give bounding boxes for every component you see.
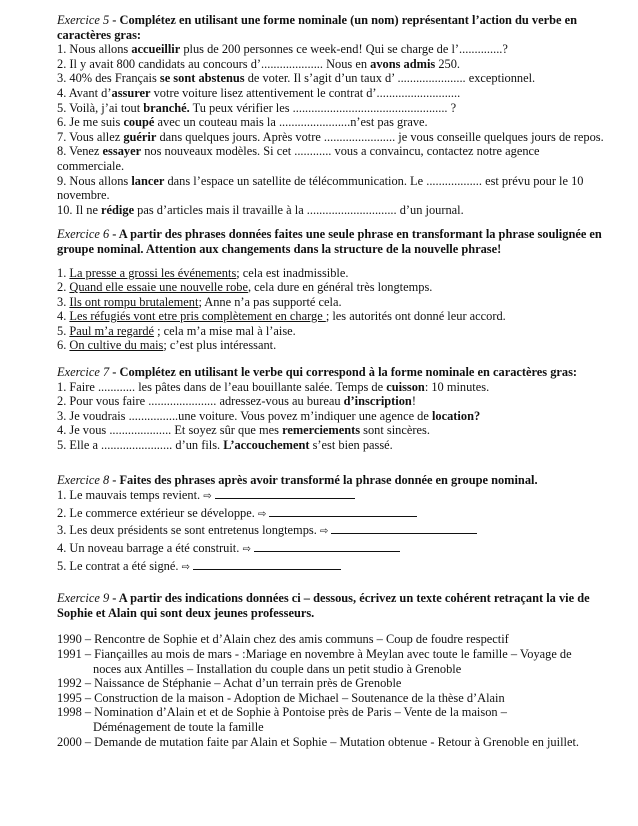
item-text: : 10 minutes.	[424, 379, 490, 394]
arrow-right-icon: ⇨	[242, 544, 251, 555]
item-text: 2. Pour vous faire ...................... adressez-vous au bureau	[57, 394, 344, 409]
item-text: 10. Il ne	[57, 202, 102, 217]
item-text: 9. Nous allons	[57, 173, 132, 188]
exercise-5-item-7	[57, 130, 608, 145]
item-text: dans l’espace un satellite de télécommunication. Le .................. est prévu pour le 10 novembre.	[57, 173, 584, 203]
exercise-8-item-2	[57, 505, 608, 523]
item-text: 2. Il y avait 800 candidats au concours d’.................... Nous en	[57, 56, 371, 71]
item-bold-noun: cuisson	[386, 379, 425, 394]
exercise-5-item-9	[57, 174, 608, 203]
item-text: 1. Le mauvais temps revient.	[57, 488, 204, 503]
item-bold-noun: location?	[431, 408, 481, 423]
item-text: 6. Je me suis	[57, 115, 124, 130]
exercise-5-title: Exercice 5	[57, 13, 110, 27]
answer-line[interactable]	[254, 540, 400, 552]
item-number: 6.	[57, 338, 70, 353]
item-number: 2.	[57, 280, 70, 295]
item-text: ; les autorités ont donné leur accord.	[325, 309, 506, 324]
item-text: 5. Voilà, j’ai tout	[57, 100, 144, 115]
exercise-5-item-8	[57, 144, 608, 173]
item-bold-noun: L’accouchement	[223, 438, 310, 453]
item-bold-verb: lancer	[131, 173, 165, 188]
exercise-9-timeline	[57, 632, 608, 749]
item-text: ; cela est inadmissible.	[236, 265, 349, 280]
exercise-7-item-4	[57, 423, 608, 438]
exercise-5-item-2	[57, 57, 608, 72]
item-text: ; cela m’a mise mal à l’aise.	[154, 323, 296, 338]
item-text: 5. Elle a ....................... d’un fils.	[57, 438, 224, 453]
exercise-9-heading	[57, 591, 608, 620]
item-text: nos nouveaux modèles. Si cet ............ vous a convaincu, contactez notre agence commerciale.	[57, 144, 540, 173]
spacer	[57, 453, 608, 473]
exercise-6	[57, 227, 608, 353]
exercise-7-item-3	[57, 409, 608, 424]
exercise-6-item-5	[57, 324, 608, 339]
arrow-right-icon: ⇨	[181, 561, 190, 573]
item-text: pas d’articles mais il travaille à la ............................. d’un journal.	[134, 202, 464, 217]
exercise-5	[57, 13, 608, 217]
exercise-5-items	[57, 42, 608, 217]
spacer	[57, 575, 608, 591]
exercise-8-items	[57, 487, 608, 575]
item-text: votre voiture lisez attentivement le contrat d’...........................	[150, 85, 461, 100]
timeline-entry-1990: 1990 – Rencontre de Sophie et d’Alain chez des amis communs – Coup de foudre respectif	[57, 632, 509, 647]
exercise-8-item-4	[57, 540, 608, 558]
timeline-entry-2000: 2000 – Demande de mutation faite par Alain et Sophie – Mutation obtenue - Retour à Grenoble en juillet.	[57, 734, 579, 749]
exercise-7-heading	[57, 365, 608, 380]
exercise-7	[57, 365, 608, 453]
item-bold-verb: rédige	[101, 202, 135, 217]
exercise-8-item-3	[57, 522, 608, 540]
item-text: 7. Vous allez	[57, 129, 124, 144]
exercise-6-instruction: - A partir des phrases données faites une seule phrase en transformant la phrase soulignée en groupe nominal. Attention aux changements dans la structure de la nouvelle phrase!	[57, 227, 602, 256]
exercise-7-item-5	[57, 438, 608, 453]
answer-line[interactable]	[193, 558, 341, 570]
exercise-5-item-4	[57, 86, 608, 101]
exercise-9-instruction: - A partir des indications données ci – dessous, écrivez un texte cohérent retraçant la vie de Sophie et Alain qui sont deux jeunes professeurs.	[57, 591, 590, 620]
spacer	[57, 217, 608, 227]
exercise-5-item-10	[57, 203, 608, 218]
exercise-7-instruction: - Complétez en utilisant le verbe qui correspond à la forme nominale en caractères gras:	[109, 365, 578, 380]
item-text: Tu peux vérifier les .................................................. ?	[189, 100, 457, 115]
timeline-entry-1998: 1998 – Nomination d’Alain et et de Sophie à Pontoise près de Paris – Vente de la maison –	[57, 705, 507, 720]
item-text: de voter. Il s’agit d’un taux d’ ...................... exceptionnel.	[244, 71, 536, 86]
exercise-6-heading	[57, 227, 608, 256]
item-text: 3. Je voudrais ................une voiture. Vous povez m’indiquer une agence de	[57, 408, 432, 423]
item-bold-verb: essayer	[102, 144, 142, 159]
exercise-8-item-5	[57, 558, 608, 576]
item-text: 1. Faire ............ les pâtes dans de l’eau bouillante salée. Temps de	[57, 379, 387, 394]
item-text: 5. Le contrat a été signé.	[57, 558, 182, 573]
exercise-6-items	[57, 266, 608, 354]
underlined-phrase: Les réfugiés vont etre pris complètement en charge	[69, 309, 326, 324]
arrow-right-icon: ⇨	[257, 508, 267, 520]
underlined-phrase: Quand elle essaie une nouvelle robe	[69, 280, 248, 295]
item-bold-verb: coupé	[123, 115, 155, 130]
exercise-6-item-1	[57, 266, 608, 281]
item-bold-verb: branché.	[143, 100, 190, 115]
item-text: 4. Avant d’	[57, 85, 112, 100]
arrow-right-icon: ⇨	[203, 491, 212, 503]
item-text: 2. Le commerce extérieur se développe.	[57, 505, 258, 520]
underlined-phrase: La presse a grossi les événements	[69, 265, 237, 280]
item-text: sont sincères.	[360, 423, 430, 438]
item-bold-noun: d’inscription	[343, 394, 412, 409]
exercise-8-heading	[57, 473, 608, 488]
exercise-5-item-3	[57, 71, 608, 86]
spacer	[57, 620, 608, 632]
underlined-phrase: Paul m’a regardé	[69, 323, 155, 338]
exercise-7-title: Exercice 7	[57, 365, 110, 380]
exercise-5-instruction: - Complétez en utilisant une forme nominale (un nom) représentant l’action du verbe en caractères gras:	[57, 13, 577, 42]
exercise-6-item-3	[57, 295, 608, 310]
exercise-9	[57, 591, 608, 749]
timeline-entry-1998-cont: Déménagement de toute la famille	[93, 719, 264, 734]
exercise-5-item-5	[57, 101, 608, 116]
timeline-entry-1991: 1991 – Fiançailles au mois de mars - :Mariage en novembre à Meylan avec toute le famille – Voyage de	[57, 646, 572, 661]
arrow-right-icon: ⇨	[319, 526, 329, 538]
exercise-5-item-6	[57, 115, 608, 130]
spacer	[57, 353, 608, 365]
item-text: , cela dure en général très longtemps.	[247, 280, 433, 295]
exercise-6-item-4	[57, 309, 608, 324]
exercise-6-title: Exercice 6	[57, 227, 110, 242]
exercise-5-item-1	[57, 42, 608, 57]
item-bold-verb: avons admis	[370, 56, 436, 71]
item-bold-verb: assurer	[111, 85, 151, 100]
item-text: 4. Un noveau barrage a été construit.	[57, 541, 243, 555]
timeline-entry-1992: 1992 – Naissance de Stéphanie – Achat d’un terrain près de Grenoble	[57, 676, 402, 691]
exercise-6-item-6	[57, 338, 608, 353]
item-text: 3. Les deux présidents se sont entretenus longtemps.	[57, 523, 320, 538]
item-text: 1. Nous allons	[57, 42, 132, 57]
item-text: 250.	[435, 56, 461, 71]
item-text: 8. Venez	[57, 144, 103, 159]
item-text: avec un couteau mais la .......................n’est pas grave.	[154, 115, 428, 130]
item-text: s’est bien passé.	[309, 438, 393, 453]
spacer	[57, 257, 608, 266]
item-text: plus de 200 personnes ce week-end! Qui se charge de l’..............?	[180, 42, 508, 57]
item-number: 4.	[57, 309, 70, 324]
item-bold-verb: se sont abstenus	[159, 71, 245, 86]
timeline-entry-1991-cont: noces aux Antilles – Installation du couple dans un petit studio à Grenoble	[93, 661, 462, 676]
answer-line[interactable]	[331, 522, 477, 534]
item-bold-verb: guérir	[123, 129, 157, 144]
item-text: 3. 40% des Français	[57, 71, 160, 86]
exercise-9-title: Exercice 9	[57, 591, 110, 606]
exercise-6-item-2	[57, 280, 608, 295]
exercise-7-items	[57, 380, 608, 453]
item-text: ; Anne n’a pas supporté cela.	[198, 294, 342, 309]
answer-line[interactable]	[215, 487, 355, 499]
exercise-7-item-1	[57, 380, 608, 395]
underlined-phrase: On cultive du mais	[69, 338, 164, 353]
item-text: ; c’est plus intéressant.	[163, 338, 277, 353]
exercise-8	[57, 473, 608, 576]
exercise-5-heading	[57, 13, 608, 42]
answer-line[interactable]	[269, 505, 417, 517]
item-bold-verb: accueillir	[131, 42, 181, 57]
exercise-8-instruction: - Faites des phrases après avoir transformé la phrase donnée en groupe nominal.	[109, 472, 538, 487]
item-number: 1.	[57, 265, 70, 280]
underlined-phrase: Ils ont rompu brutalement	[69, 294, 199, 309]
item-number: 3.	[57, 294, 70, 309]
exercise-7-item-2	[57, 394, 608, 409]
item-text: dans quelques jours. Après votre ....................... je vous conseille quelques jours de repos.	[156, 129, 604, 144]
timeline-entry-1995: 1995 – Construction de la maison - Adoption de Michael – Soutenance de la thèse d’Alain	[57, 690, 505, 705]
item-text: !	[411, 394, 416, 409]
exercise-8-item-1	[57, 487, 608, 505]
item-text: 4. Je vous .................... Et soyez sûr que mes	[57, 423, 283, 438]
item-bold-noun: remerciements	[282, 423, 361, 438]
exercise-8-title: Exercice 8	[57, 472, 110, 487]
item-number: 5.	[57, 323, 70, 338]
